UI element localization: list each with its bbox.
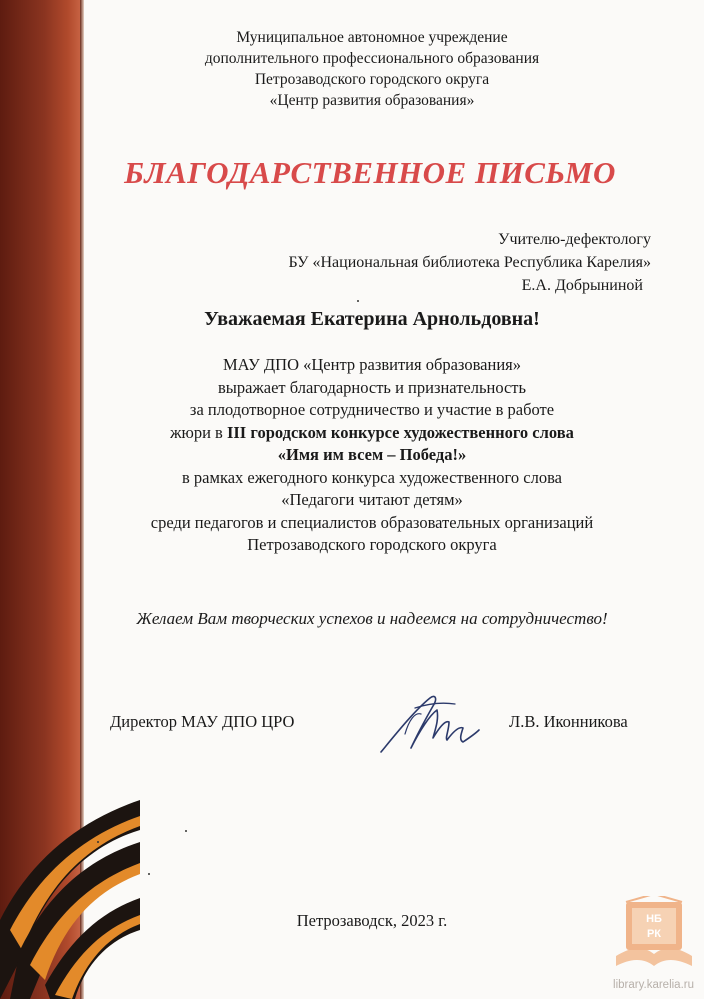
- website-watermark: library.karelia.ru: [613, 979, 694, 991]
- speck: [97, 841, 99, 843]
- closing-wish: Желаем Вам творческих успехов и надеемся на сотрудничество!: [136, 609, 608, 628]
- signatory-name: Л.В. Иконникова: [509, 712, 628, 731]
- svg-text:НБ: НБ: [646, 913, 662, 925]
- body-line-3: за плодотворное сотрудничество и участие в работе: [189, 400, 555, 419]
- st-george-ribbon-icon: [0, 800, 140, 999]
- org-line-1: Муниципальное автономное учреждение: [236, 29, 508, 46]
- body-line-5-contest-name: «Имя им всем – Победа!»: [277, 445, 467, 464]
- organization-header: [20, 27, 704, 111]
- org-line-3: Петрозаводского городского округа: [254, 71, 490, 88]
- org-line-2: дополнительного профессионального образования: [204, 50, 540, 67]
- body-line-4-prefix: жюри в: [170, 422, 227, 442]
- body-line-4: [20, 422, 704, 445]
- letter-title: БЛАГОДАРСТВЕННОЕ ПИСЬМО: [124, 155, 616, 190]
- handwritten-signature-icon: [375, 690, 485, 760]
- speck: [185, 830, 187, 832]
- place-and-date: Петрозаводск, 2023 г.: [296, 911, 448, 930]
- library-logo-icon: [612, 896, 696, 974]
- recipient-line-3: Е.А. Добрыниной: [521, 277, 643, 294]
- body-line-4-contest: III городском конкурсе художественного слова: [226, 422, 574, 442]
- body-line-8: среди педагогов и специалистов образовательных организаций: [150, 512, 594, 532]
- letter-body: [20, 354, 704, 557]
- body-line-9: Петрозаводского городского округа: [247, 535, 497, 554]
- recipient-line-2: БУ «Национальная библиотека Республика Карелия»: [288, 254, 651, 271]
- svg-text:РК: РК: [646, 928, 662, 940]
- speck: [148, 873, 150, 875]
- greeting: Уважаемая Екатерина Арнольдовна!: [204, 308, 540, 330]
- body-line-1: МАУ ДПО «Центр развития образования»: [222, 355, 521, 374]
- org-line-4: «Центр развития образования»: [269, 92, 475, 109]
- recipient-block: [289, 228, 651, 297]
- body-line-2: выражает благодарность и признательность: [217, 377, 527, 397]
- body-line-7: «Педагоги читают детям»: [281, 490, 463, 509]
- speck: [357, 300, 359, 302]
- signatory-position: Директор МАУ ДПО ЦРО: [110, 712, 295, 731]
- body-line-6: в рамках ежегодного конкурса художественного слова: [182, 467, 562, 487]
- recipient-line-1: Учителю-дефектологу: [498, 231, 651, 248]
